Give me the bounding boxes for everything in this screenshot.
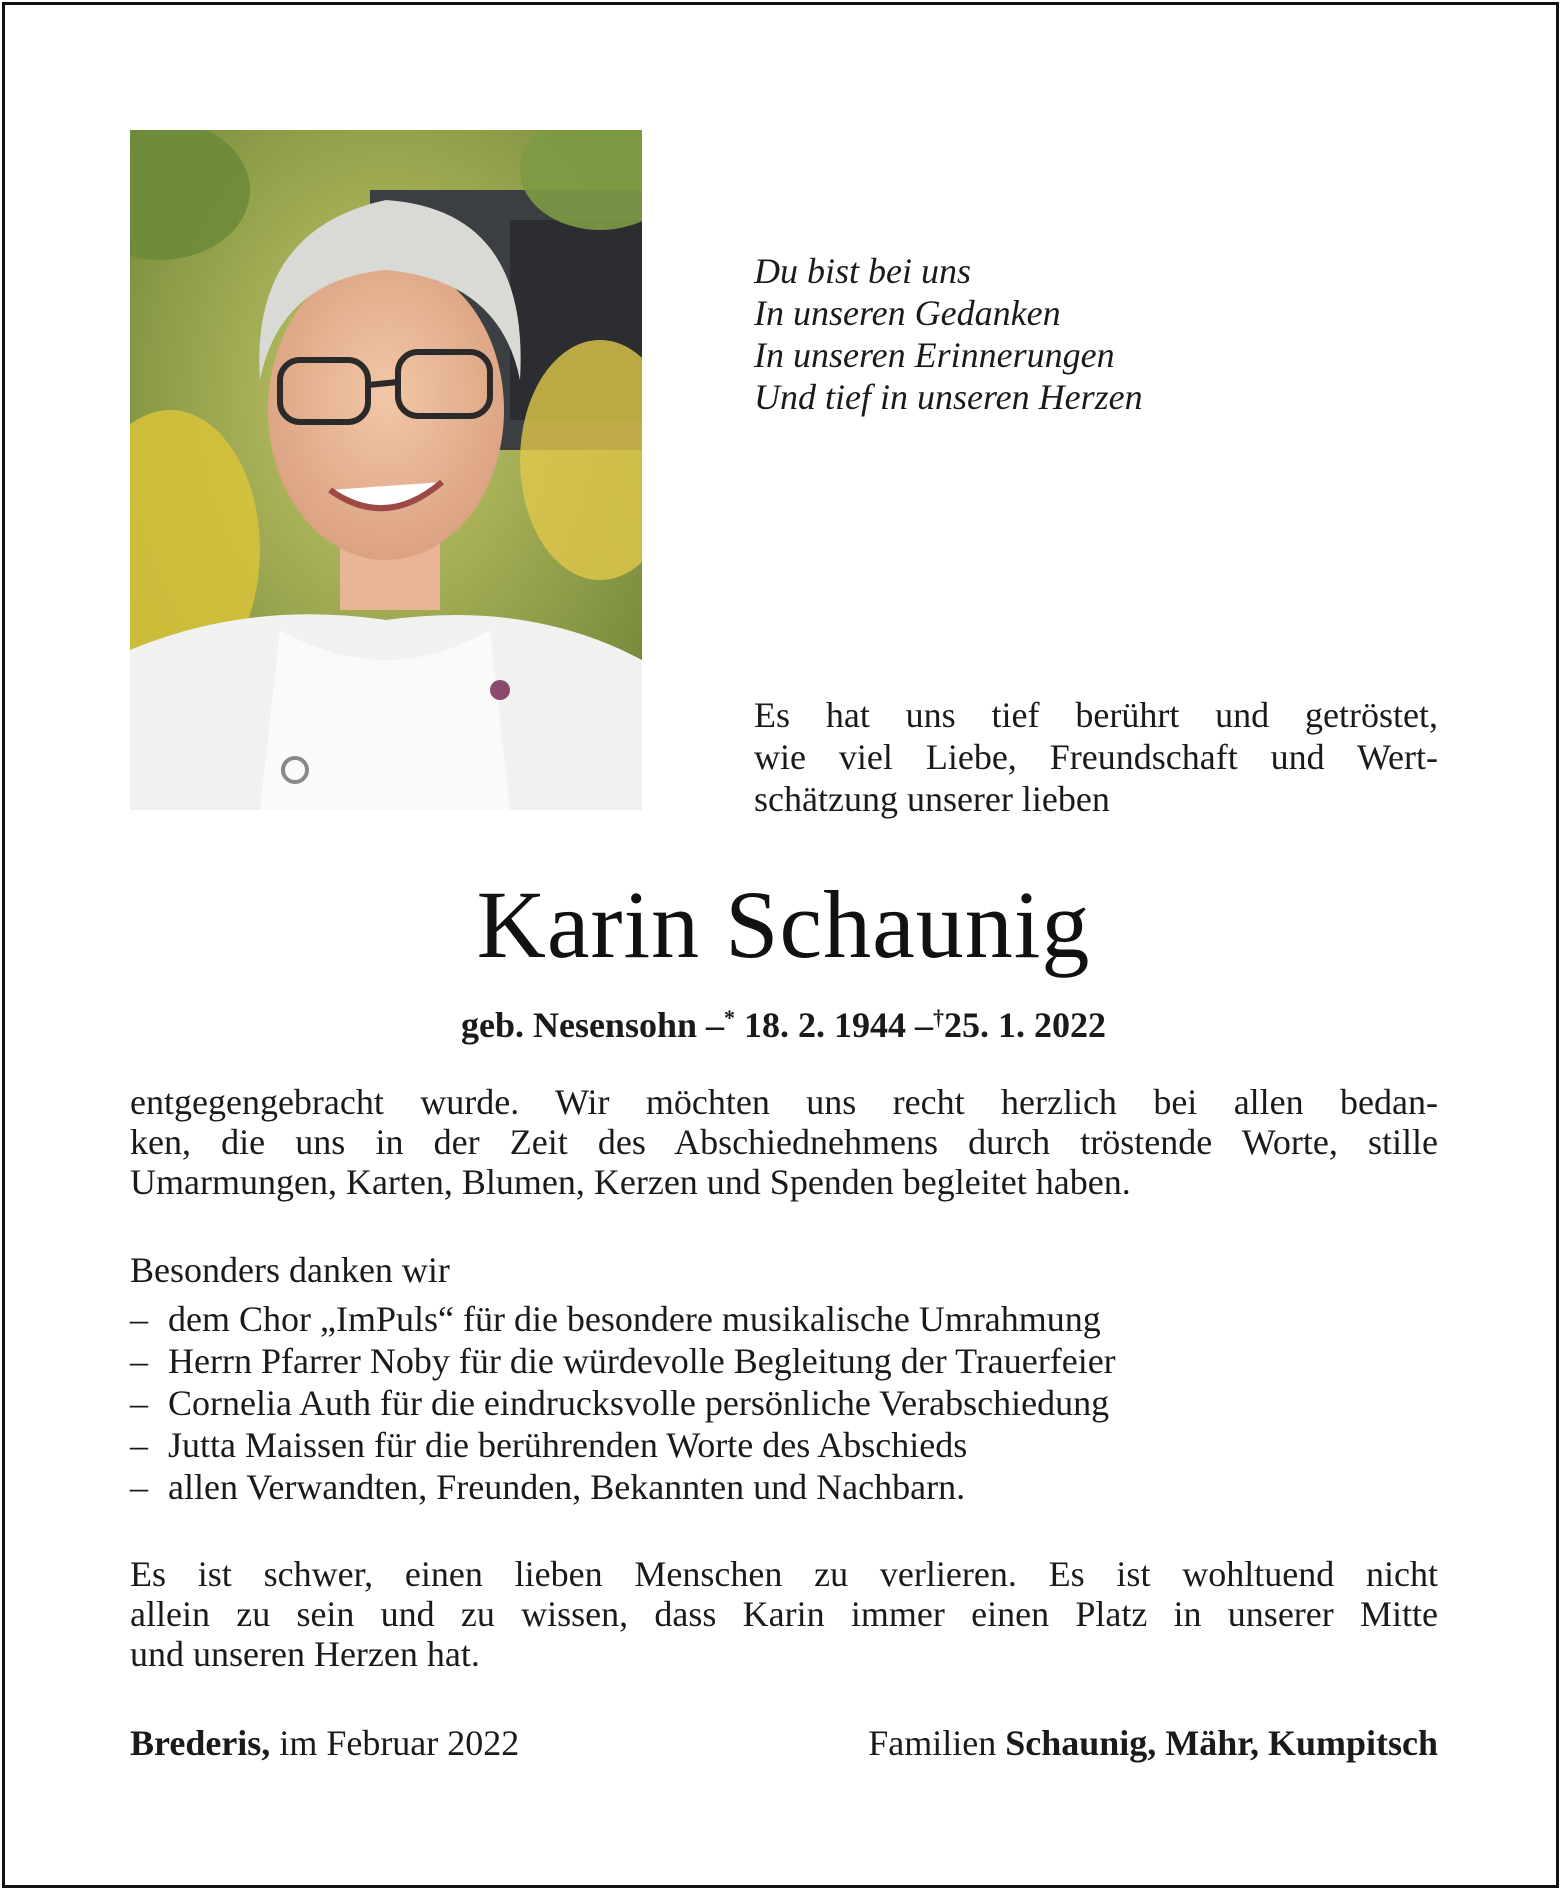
death-date: 25. 1. 2022 [944, 1005, 1107, 1045]
died-symbol: † [933, 1005, 945, 1030]
intro-line: schätzung unserer lieben [754, 779, 1110, 819]
deceased-name: Karin Schaunig [476, 871, 1091, 978]
thanks-paragraph [130, 1082, 1438, 1202]
signature-families [868, 1722, 1438, 1764]
poem-line: Du bist bei uns [754, 251, 972, 291]
paragraph-line: und unseren Herzen hat. [130, 1634, 480, 1674]
paragraph-line: ken, die uns in der Zeit des Abschiednehmens durch tröstende Worte, stille [130, 1122, 1438, 1162]
list-item: – Jutta Maissen für die berührenden Worte des Abschieds [130, 1425, 968, 1465]
special-thanks-list [130, 1298, 1116, 1508]
poem-line: In unseren Gedanken [754, 293, 1061, 333]
intro-line: wie viel Liebe, Freundschaft und Wert- [754, 737, 1438, 777]
list-item: – Herrn Pfarrer Noby für die würdevolle Begleitung der Trauerfeier [130, 1341, 1116, 1381]
list-item: – allen Verwandten, Freunden, Bekannten und Nachbarn. [130, 1467, 966, 1507]
poem-line: In unseren Erinnerungen [754, 335, 1115, 375]
born-symbol: * [724, 1005, 736, 1030]
families-prefix: Familien [868, 1723, 997, 1763]
poem-line: Und tief in unseren Herzen [754, 377, 1143, 417]
families-names: Schaunig, Mähr, Kumpitsch [1005, 1723, 1438, 1763]
list-item: – dem Chor „ImPuls“ für die besondere musikalische Umrahmung [130, 1299, 1101, 1339]
portrait-photo [130, 130, 642, 810]
place: Brederis, [130, 1723, 271, 1763]
paragraph-line: Umarmungen, Karten, Blumen, Kerzen und Spenden begleitet haben. [130, 1162, 1131, 1202]
paragraph-line: entgegengebracht wurde. Wir möchten uns recht herzlich bei allen bedan- [130, 1082, 1438, 1122]
date: im Februar 2022 [279, 1723, 520, 1763]
memorial-poem [754, 250, 1143, 418]
birth-date: 18. 2. 1944 [744, 1005, 907, 1045]
paragraph-line: Es ist schwer, einen lieben Menschen zu verlieren. Es ist wohltuend nicht [130, 1554, 1438, 1594]
maiden-name: geb. Nesensohn [460, 1005, 698, 1045]
place-and-date [130, 1722, 519, 1764]
paragraph-line: allein zu sein und zu wissen, dass Karin immer einen Platz in unserer Mitte [130, 1594, 1438, 1634]
closing-paragraph [130, 1554, 1438, 1674]
life-dates: geb. Nesensohn –* 18. 2. 1944 –†25. 1. 2022 [460, 1005, 1107, 1045]
intro-line: Es hat uns tief berührt und getröstet, [754, 695, 1438, 735]
list-item: – Cornelia Auth für die eindrucksvolle persönliche Verabschiedung [130, 1383, 1110, 1423]
special-thanks-title: Besonders danken wir [130, 1250, 450, 1290]
intro-text [754, 694, 1438, 820]
